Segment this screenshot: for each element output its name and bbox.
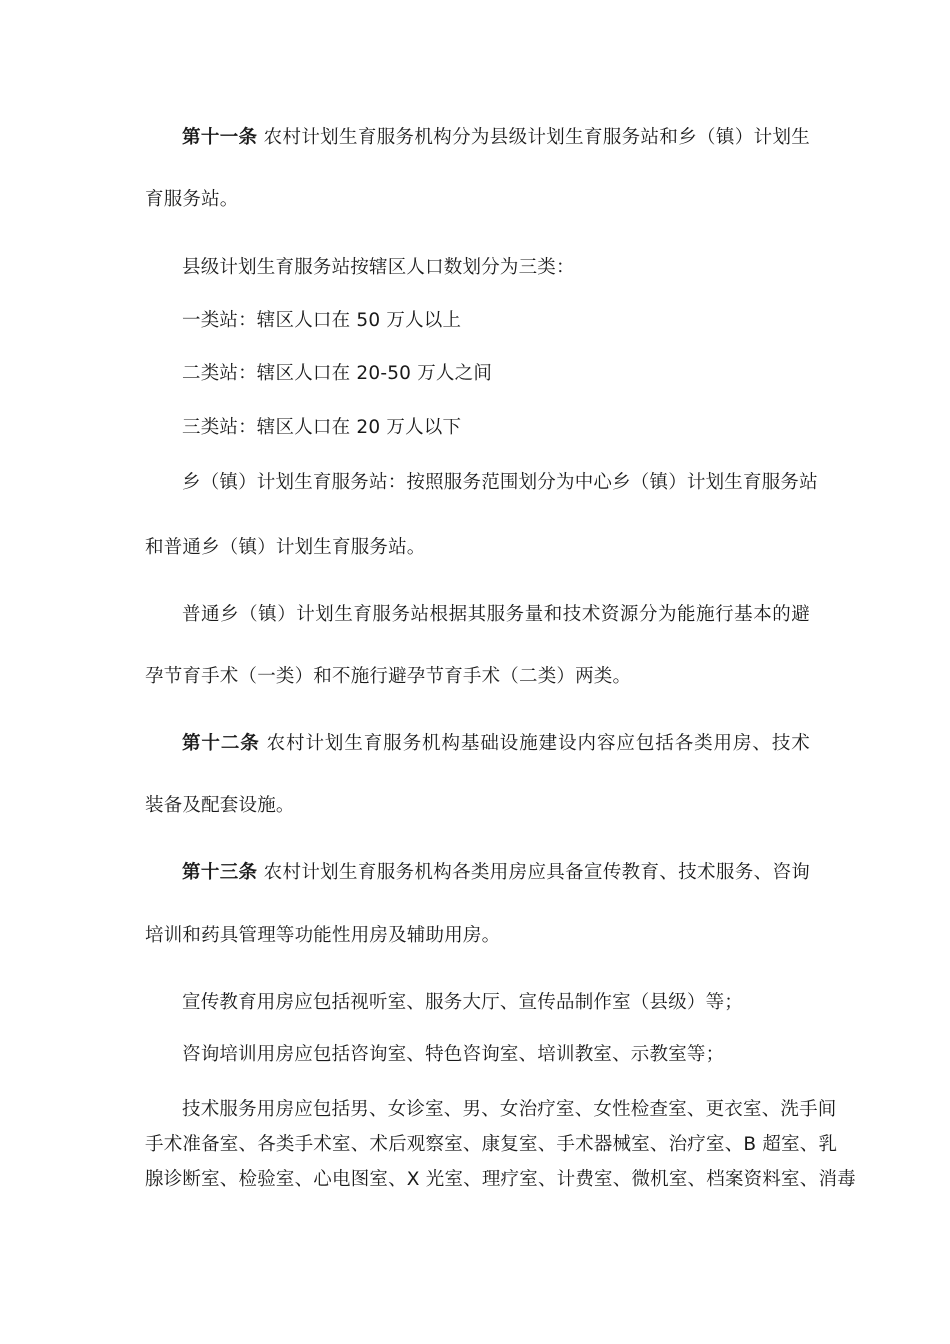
tech-rooms-line-2: 手术准备室、各类手术室、术后观察室、康复室、手术器械室、治疗室、B 超室、乳 bbox=[145, 1134, 838, 1155]
county-intro: 县级计划生育服务站按辖区人口数划分为三类： bbox=[182, 257, 575, 278]
article-11-line-2: 育服务站。 bbox=[145, 189, 239, 210]
article-11-heading: 第十一条 bbox=[182, 127, 258, 148]
normal-station-line-2: 孕节育手术（一类）和不施行避孕节育手术（二类）两类。 bbox=[145, 666, 632, 687]
tech-rooms-line-3: 腺诊断室、检验室、心电图室、X 光室、理疗室、计费室、微机室、档案资料室、消毒 bbox=[145, 1169, 856, 1190]
town-station-line-1: 乡（镇）计划生育服务站：按照服务范围划分为中心乡（镇）计划生育服务站 bbox=[182, 472, 818, 493]
town-station-line-2: 和普通乡（镇）计划生育服务站。 bbox=[145, 537, 426, 558]
article-13-heading: 第十三条 bbox=[182, 862, 258, 883]
article-12-line-1 bbox=[182, 732, 810, 756]
article-13-text: 农村计划生育服务机构各类用房应具备宣传教育、技术服务、咨询 bbox=[263, 862, 810, 883]
tech-rooms-line-1: 技术服务用房应包括男、女诊室、男、女治疗室、女性检查室、更衣室、洗手间 bbox=[182, 1099, 837, 1120]
consulting-rooms: 咨询培训用房应包括咨询室、特色咨询室、培训教室、示教室等； bbox=[182, 1044, 725, 1065]
article-11-text: 农村计划生育服务机构分为县级计划生育服务站和乡（镇）计划生 bbox=[263, 127, 810, 148]
normal-station-line-1: 普通乡（镇）计划生育服务站根据其服务量和技术资源分为能施行基本的避 bbox=[182, 604, 810, 625]
article-13-line-2: 培训和药具管理等功能性用房及辅助用房。 bbox=[145, 925, 501, 946]
article-13-line-1 bbox=[182, 861, 810, 885]
education-rooms: 宣传教育用房应包括视听室、服务大厅、宣传品制作室（县级）等； bbox=[182, 992, 744, 1013]
class-2-station: 二类站：辖区人口在 20-50 万人之间 bbox=[182, 363, 493, 384]
article-12-line-2: 装备及配套设施。 bbox=[145, 795, 295, 816]
article-12-heading: 第十二条 bbox=[182, 733, 260, 754]
article-12-text: 农村计划生育服务机构基础设施建设内容应包括各类用房、技术 bbox=[266, 733, 810, 754]
class-3-station: 三类站：辖区人口在 20 万人以下 bbox=[182, 417, 462, 438]
article-11-line-1 bbox=[182, 126, 810, 150]
class-1-station: 一类站：辖区人口在 50 万人以上 bbox=[182, 310, 462, 331]
